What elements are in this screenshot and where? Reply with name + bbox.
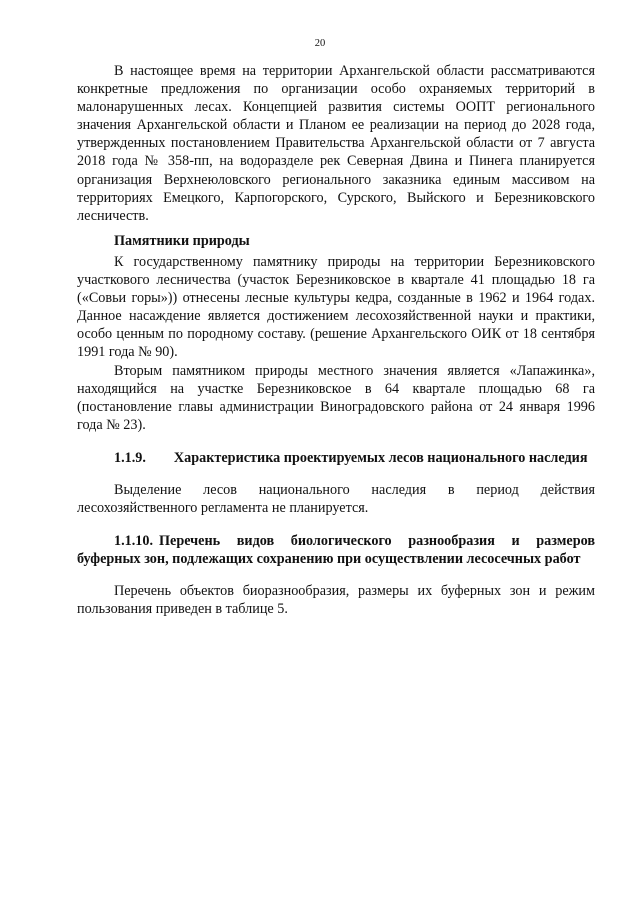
monuments-subheading: Памятники природы — [114, 232, 250, 249]
paragraph-1-1-10: Перечень объектов биоразнообразия, размеры их буферных зон и режим пользования приведен в таблице 5. — [77, 583, 595, 618]
monuments-paragraph-1: К государственному памятнику природы на территории Березниковского участкового лесничества (участок Березниковское в квартале 41 площадью 18 га («Совьи горы»)) отнесены лесные культуры кедра, созданные в 1962 и 1964 годах. Данное насаждение является достижением лесохозяйственной науки и практики, особо ценным по породному составу. (решение Архангельского ОИК от 18 сентября 1991 года № 90). — [77, 253, 595, 361]
intro-paragraph: В настоящее время на территории Архангельской области рассматриваются конкретные предложения по организации особо охраняемых территорий в малонарушенных лесах. Концепцией развития системы ООПТ регионального значения Архангельской области и Планом ее реализации на период до 2028 года, утвержденных постановлением Правительства Архангельской области от 7 августа 2018 года № 358-пп, на водоразделе рек Северная Двина и Пинега планируется организация Верхнеюловского регионального заказника единым массивом на территориях Емецкого, Карпогорского, Сурского, Выйского и Березниковского лесничеств. — [77, 63, 595, 224]
monuments-paragraph-2: Вторым памятником природы местного значения является «Лапажинка», находящийся на участке Березниковское в 64 квартале площадью 68 га (постановление главы администрации Виноградовского района от 24 января 1996 года № 23). — [77, 362, 595, 433]
section-number-1-1-9: 1.1.9. — [114, 449, 146, 466]
section-heading-1-1-10 — [77, 532, 595, 568]
section-title-1-1-9: Характеристика проектируемых лесов национального наследия — [173, 449, 588, 466]
page-number: 20 — [314, 38, 326, 49]
section-title-1-1-10: Перечень видов биологического разнообразия и размеров буферных зон, подлежащих сохранению при осуществлении лесосечных работ — [77, 533, 595, 568]
page-content — [77, 62, 595, 619]
section-heading-1-1-9 — [77, 449, 595, 467]
section-number-1-1-10: 1.1.10. — [114, 533, 154, 550]
paragraph-1-1-9: Выделение лесов национального наследия в период действия лесохозяйственного регламента не планируется. — [77, 481, 595, 517]
